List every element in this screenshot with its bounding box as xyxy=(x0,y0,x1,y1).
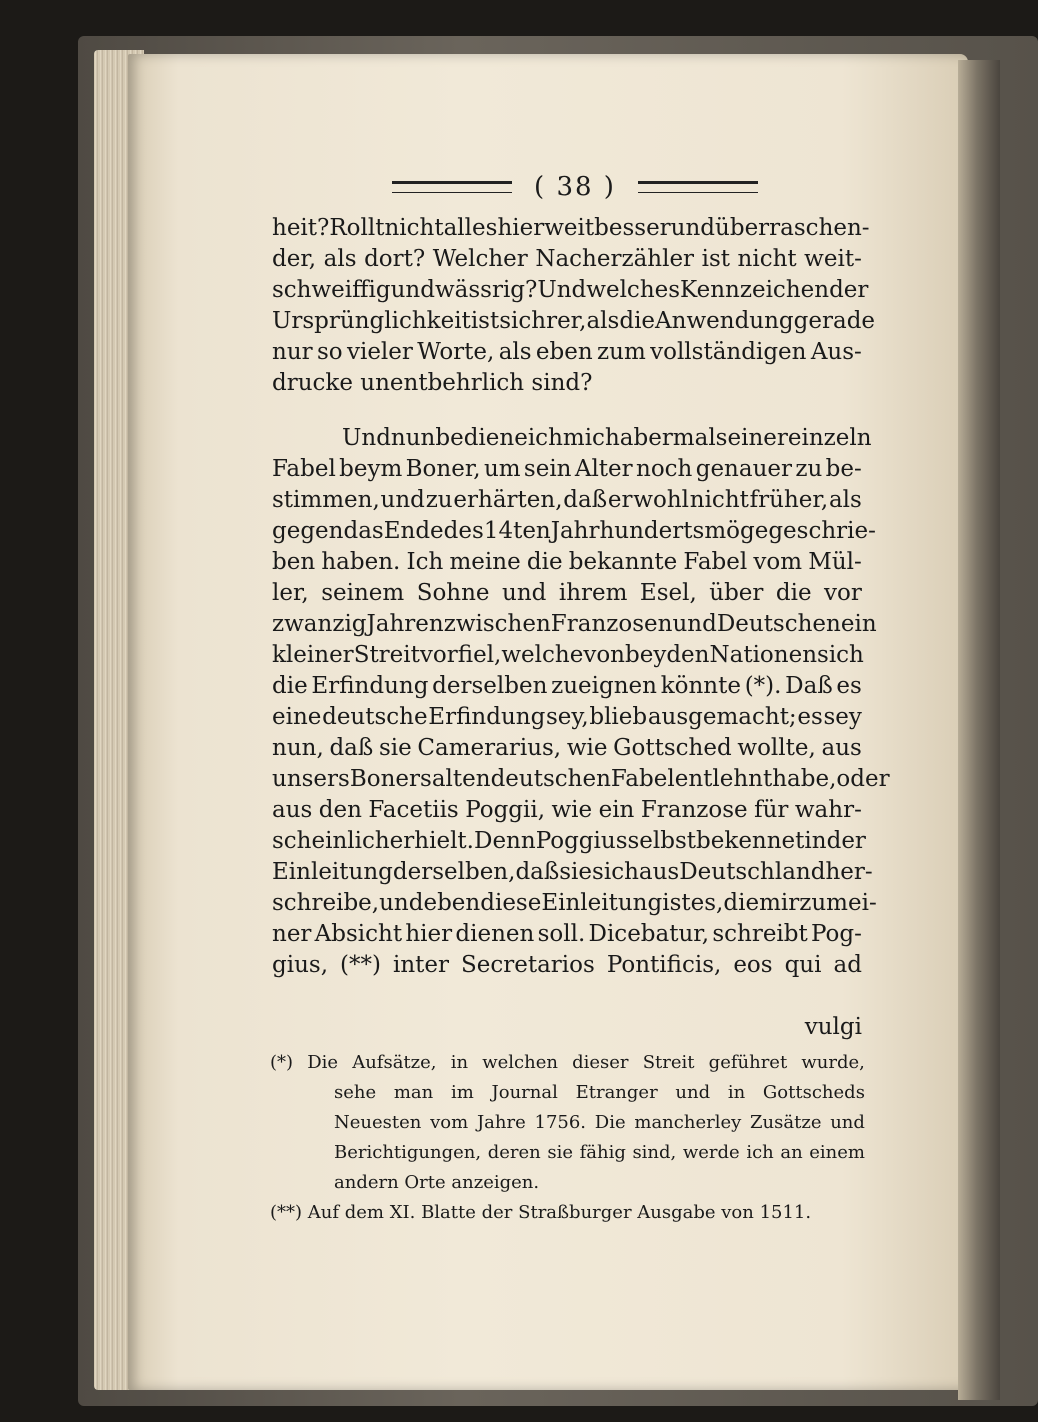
footnote-2-text: (**) Auf dem XI. Blatte der Straßburger Ausgabe von 1511. xyxy=(270,1202,812,1223)
paragraph-2-line-text: kleiner Streit vorfiel, welche von beyden Nationen sich xyxy=(272,642,864,668)
paragraph-2-line-text: Fabel beym Boner, um sein Alter noch genauer zu be- xyxy=(272,456,862,482)
footnote-1-line xyxy=(270,1078,865,1108)
paragraph-1-line-text: schweiffig und wässrig? Und welches Kennzeichen der xyxy=(272,277,869,303)
paragraph-1-line xyxy=(272,306,876,337)
paragraph-2-line xyxy=(272,919,862,950)
paragraph-2-line-text: gegen das Ende des 14ten Jahrhunderts möge geschrie- xyxy=(272,518,876,544)
paragraph-1-line xyxy=(272,275,869,306)
paragraph-2-line-text: ler, seinem Sohne und ihrem Esel, über die vor xyxy=(272,580,862,606)
footnote-1-line-text: Neuesten vom Jahre 1756. Die mancherley Zusätze und xyxy=(334,1112,865,1133)
paragraph-2-line-text: ben haben. Ich meine die bekannte Fabel vom Mül- xyxy=(272,549,862,575)
footnote-1-line-text: (*) Die Aufsätze, in welchen dieser Streit geführet wurde, xyxy=(270,1052,865,1073)
paragraph-1-line-text: der, als dort? Welcher Nacherzähler ist nicht weit- xyxy=(272,246,862,272)
paragraph-2-line-text: unsers Boners alten deutschen Fabel entlehnt habe, oder xyxy=(272,766,890,792)
paragraph-2-line xyxy=(272,454,862,485)
paragraph-2-line-text: aus den Facetiis Poggii, wie ein Franzose für wahr- xyxy=(272,797,862,823)
paragraph-2-line xyxy=(272,702,862,733)
paragraph-2-line xyxy=(272,764,890,795)
paragraph-2-line xyxy=(272,733,862,764)
paragraph-1 xyxy=(272,213,876,399)
header-rule-right xyxy=(638,181,758,193)
paragraph-1-line-text: heit? Rollt nicht alles hier weit besser und überraschen- xyxy=(272,215,870,241)
paragraph-2-line xyxy=(272,826,866,857)
paragraph-2-line xyxy=(272,547,862,578)
paragraph-2-line xyxy=(272,888,877,919)
paragraph-2-line-text: Einleitung derselben, daß sie sich aus Deutschland her- xyxy=(272,859,873,885)
catchword: vulgi xyxy=(804,1014,862,1040)
paragraph-2-line-text: schreibe, und eben diese Einleitung ist es, die mir zu mei- xyxy=(272,890,877,916)
paragraph-2-line-text: eine deutsche Erfindung sey, blieb ausgemacht; es sey xyxy=(272,704,862,730)
page-number: ( 38 ) xyxy=(534,172,616,202)
paragraph-2-line xyxy=(272,516,876,547)
paragraph-2-line xyxy=(272,609,877,640)
footnote-1-line xyxy=(270,1108,865,1138)
paragraph-2-line xyxy=(272,795,862,826)
paragraph-2-line xyxy=(272,578,862,609)
paragraph-2-line xyxy=(272,423,872,454)
paragraph-1-line xyxy=(272,213,870,244)
paragraph-2-line-text: die Erfindung derselben zueignen könnte (*). Daß es xyxy=(272,673,862,699)
header-rule-left xyxy=(392,181,512,193)
paragraph-2-line xyxy=(272,950,862,981)
footnote-1-line-text: andern Orte anzeigen. xyxy=(334,1172,540,1193)
book-gutter xyxy=(958,60,1000,1400)
paragraph-2-line-text: scheinlicher hielt. Denn Poggius selbst bekennet in der xyxy=(272,828,866,854)
paragraph-2-line-text: zwanzig Jahren zwischen Franzosen und Deutschen ein xyxy=(272,611,877,637)
footnote-1-line-text: Berichtigungen, deren sie fähig sind, werde ich an einem xyxy=(334,1142,865,1163)
paragraph-2-line xyxy=(272,485,862,516)
catchword-block xyxy=(272,1012,862,1043)
paragraph-2-line xyxy=(272,671,862,702)
paragraph-1-line-text: Ursprünglichkeit ist sichrer, als die Anwendung gerade xyxy=(272,308,876,334)
paragraph-2-line-text: gius, (**) inter Secretarios Pontificis, eos qui ad xyxy=(272,952,862,978)
paragraph-2-line xyxy=(272,640,862,671)
paragraph-1-line xyxy=(272,337,862,368)
footnote-1-line-text: sehe man im Journal Etranger und in Gottscheds xyxy=(334,1082,865,1103)
footnote-1-line xyxy=(270,1138,865,1168)
footnote-1-line xyxy=(270,1168,865,1198)
paragraph-1-line xyxy=(272,244,862,275)
footnote-1 xyxy=(270,1048,865,1198)
footnote-1-line xyxy=(270,1048,865,1078)
paragraph-2-line-text: stimmen, und zu erhärten, daß er wohl nicht früher, als xyxy=(272,487,862,513)
paragraph-2-line-text: nun, daß sie Camerarius, wie Gottsched wollte, aus xyxy=(272,735,862,761)
paragraph-2-line xyxy=(272,857,873,888)
page-header xyxy=(355,172,795,202)
paragraph-1-line-text: drucke unentbehrlich sind? xyxy=(272,370,593,396)
paragraph-2 xyxy=(272,423,890,981)
paragraph-1-line xyxy=(272,368,862,399)
paragraph-2-line-text: ner Absicht hier dienen soll. Dicebatur, schreibt Pog- xyxy=(272,921,862,947)
paragraph-2-line-text: Und nun bediene ich mich abermals einer einzeln xyxy=(342,425,872,451)
paragraph-1-line-text: nur so vieler Worte, als eben zum vollständigen Aus- xyxy=(272,339,862,365)
footnote-2 xyxy=(270,1198,865,1228)
